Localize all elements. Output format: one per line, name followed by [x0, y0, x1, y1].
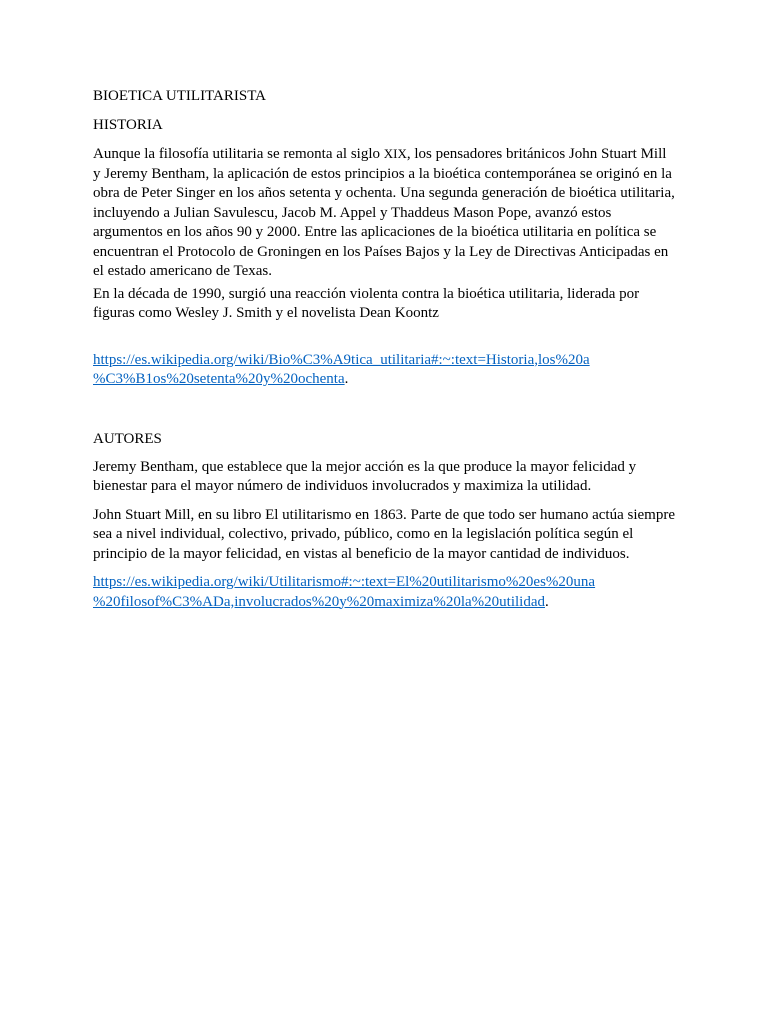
- autores-link-line-1: https://es.wikipedia.org/wiki/Utilitarismo#:~:text=El%20utilitarismo%20es%20una: [93, 574, 596, 590]
- historia-paragraph-2: En la década de 1990, surgió una reacción violenta contra la bioética utilitaria, liderada por figuras como Wesley J. Smith y el novelista Dean Koontz: [93, 285, 640, 321]
- section-heading-historia: HISTORIA: [93, 117, 163, 133]
- bentham-name: Jeremy Bentham: [93, 458, 195, 475]
- historia-paragraph-1: [93, 144, 675, 282]
- bentham-text: , que establece que la mejor acción es la que produce la mayor felicidad y bienestar para el mayor número de individuos involucrados y maximiza la utilidad.: [93, 458, 637, 494]
- mill-text: , en su libro El utilitarismo en 1863. Parte de que todo ser humano actúa siempre sea a nivel individual, colectivo, privado, público, como en la legislación política según el principio de la mayor felicidad, en vistas al beneficio de la mayor cantidad de individuos.: [93, 506, 675, 562]
- autores-link-suffix: .: [545, 593, 549, 610]
- autores-mill-paragraph: [93, 506, 675, 565]
- autores-bentham-paragraph: [93, 458, 675, 497]
- historia-p1-before: Aunque la filosofía utilitaria se remonta al siglo: [93, 146, 384, 162]
- document-title: BIOETICA UTILITARISTA: [93, 88, 266, 104]
- historia-p1-century: XIX: [383, 146, 407, 161]
- section-heading-autores: AUTORES: [93, 430, 162, 447]
- autores-wikipedia-link[interactable]: [93, 574, 595, 610]
- historia-link-suffix: .: [344, 371, 349, 387]
- autores-link-paragraph: [93, 573, 675, 612]
- historia-p1-after: , los pensadores británicos John Stuart Mill y Jeremy Bentham, la aplicación de estos principios a la bioética contemporánea se originó en la obra de Peter Singer en los años setenta y ochenta. Una segunda generación de bioética utilitaria, incluyendo a Julian Savulescu, Jacob M. Appel y Thaddeus Mason Pope, avanzó estos argumentos en los años 90 y 2000. Entre las aplicaciones de la bioética utilitaria en política se encuentran el Protocolo de Groningen en los Países Bajos y la Ley de Directivas Anticipadas en el estado americano de Texas.: [93, 146, 675, 279]
- historia-link-paragraph: [93, 351, 675, 390]
- historia-link-line-2: %C3%B1os%20setenta%20y%20ochenta: [93, 371, 345, 387]
- historia-link-line-1: https://es.wikipedia.org/wiki/Bio%C3%A9tica_utilitaria#:~:text=Historia,los%20a: [93, 351, 590, 368]
- autores-link-line-2: %20filosof%C3%ADa,involucrados%20y%20maximiza%20la%20utilidad: [93, 593, 545, 610]
- historia-wikipedia-link[interactable]: [93, 352, 590, 388]
- document-page: [93, 86, 675, 612]
- mill-name: John Stuart Mill: [93, 506, 191, 523]
